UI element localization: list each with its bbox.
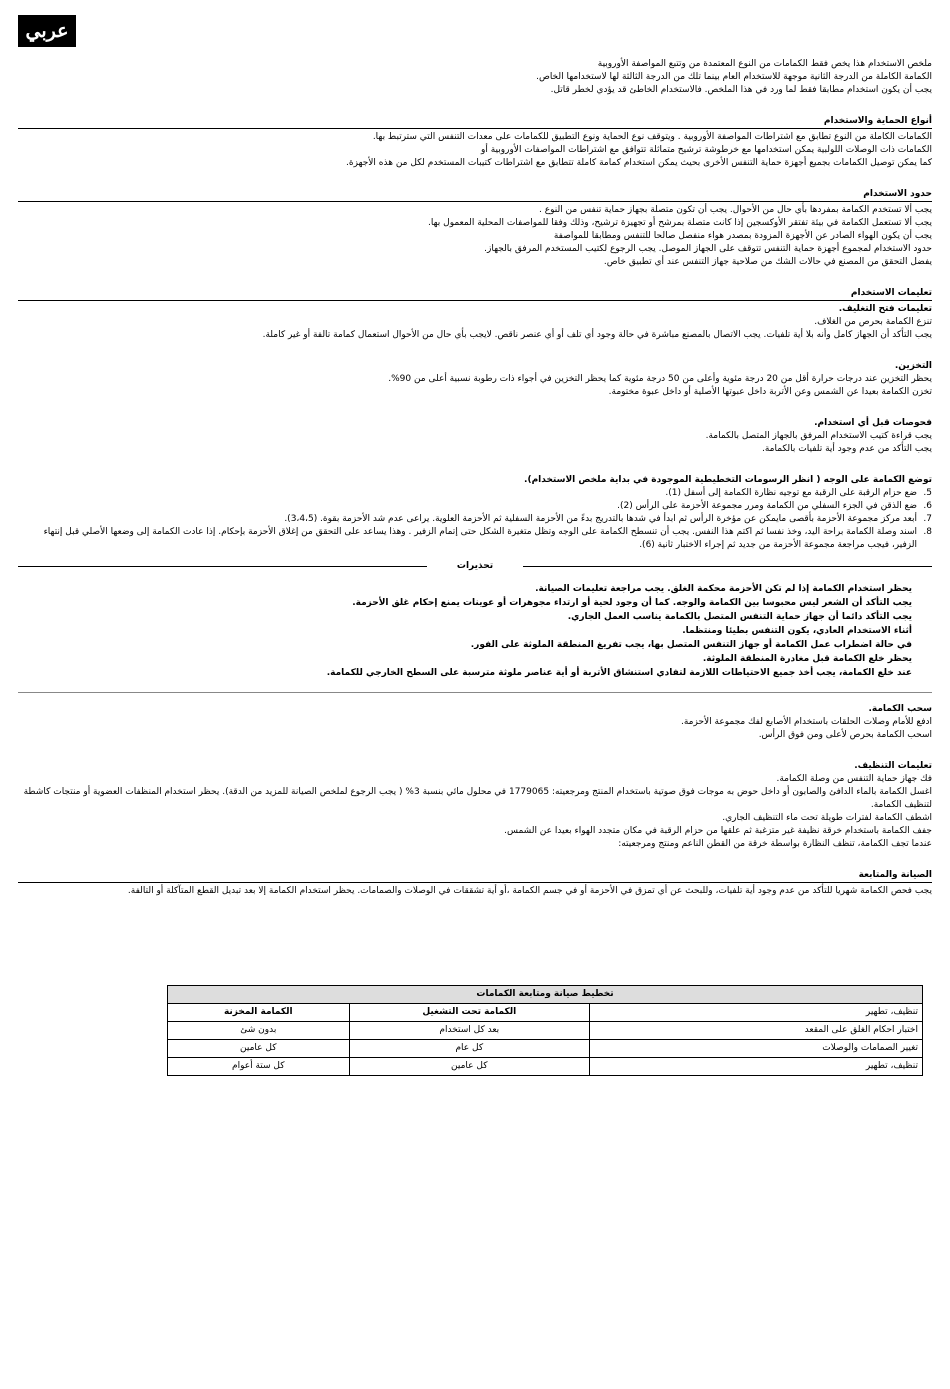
limits-section bbox=[18, 188, 932, 269]
cleaning-line: فك جهاز حماية التنفس من وصلة الكمامة. bbox=[776, 774, 932, 784]
warnings-rule bbox=[18, 566, 427, 567]
removal-section bbox=[18, 703, 932, 742]
summary-line: الكمامة الكاملة من الدرجة الثانية موجهة للاستخدام العام بينما تلك من الدرجة الثالثة لها لاستخدامها الخاص. bbox=[536, 72, 932, 82]
section-divider bbox=[18, 201, 932, 202]
table-cell: كل عامين bbox=[349, 1058, 589, 1076]
maintenance-title: الصيانة والمتابعة bbox=[858, 870, 932, 880]
cleaning-line: عندما تجف الكمامة، تنظف النظارة بواسطة خرقة من القطن الناعم ومنتج ومرجعيته: bbox=[618, 839, 932, 849]
section-divider bbox=[18, 882, 932, 883]
table-cell: كل ستة أعوام bbox=[168, 1058, 350, 1076]
storage-line: يحظر التخزين عند درجات حرارة أقل من 20 درجة مئوية وأعلى من 50 درجة مئوية كما يحظر التخزين في أجواء ذات رطوبة نسبية أعلى من 90%. bbox=[388, 374, 932, 384]
cleaning-section bbox=[18, 760, 932, 851]
warning-line: يجب التأكد أن الشعر ليس محبوسا بين الكمامة والوجه. كما أن وجود لحية أو ارتداء مجوهرات أو عوينات يمنع إحكام غلق الأحزمة. bbox=[352, 598, 912, 608]
warning-line: يحظر خلع الكمامة قبل مغادرة المنطقة الملوثة. bbox=[702, 654, 912, 664]
usage-summary-document bbox=[18, 58, 932, 898]
cleaning-line: جفف الكمامة باستخدام خرقة نظيفة غير متزغبة ثم علقها من حزام الرقبة في مكان متجدد الهواء بعيدا عن الشمس. bbox=[504, 826, 932, 836]
table-header-cell: الكمامة المخزنة bbox=[168, 1004, 350, 1022]
protection-section bbox=[18, 115, 932, 170]
removal-line: ادفع للأمام وصلات الحلقات باستخدام الأصابع لفك مجموعة الأحزمة. bbox=[680, 717, 932, 727]
limits-line: يجب ألا تستعمل الكمامة في بيئة تفتقر الأوكسجين إذا كانت متصلة بمرشح أو تجهيزة ترشيح، وذلك وفقا للمواصفات المحلية المعمول بها. bbox=[428, 218, 932, 228]
cleaning-line: اغسل الكمامة بالماء الدافئ والصابون أو داخل حوض به موجات فوق صوتية باستخدام المنتج ومرجعيته: 1779065 في محلول مائي بنسبة 3% ( يجب الرجوع لملخص الصيانة للمزيد من الدقة). يحظر استخدام المنظفات العضوية أو منتجات كاشطة لتنظيف الكمامة. bbox=[23, 787, 932, 810]
warning-line: يجب التأكد دائما أن جهاز حماية التنفس المتصل بالكمامة يناسب العمل الجاري. bbox=[567, 612, 912, 622]
maintenance-text: يجب فحص الكمامة شهريا للتأكد من عدم وجود أية تلفيات، وللبحث عن أي تمزق في الأحزمة أو في جسم الكمامة ،أو أية تشققات في الوصلات والصمامات. يحظر استخدام الكمامة إلا بعد تبديل القطع المتآكلة أو التالفة. bbox=[127, 886, 932, 896]
storage-title: التخزين. bbox=[894, 361, 932, 371]
warning-line: يحظر استخدام الكمامة إذا لم تكن الأحزمة محكمة الغلق. يجب مراجعة تعليمات الصيانة. bbox=[535, 584, 912, 594]
table-cell: اختبار احكام الغلق على المقعد bbox=[590, 1022, 923, 1040]
warning-line: أثناء الاستخدام العادي، يكون التنفس بطيئا ومنتظما. bbox=[682, 626, 912, 636]
table-cell: كل عام bbox=[349, 1040, 589, 1058]
section-divider bbox=[18, 300, 932, 301]
fitting-steps bbox=[18, 487, 932, 552]
maintenance-table bbox=[167, 985, 923, 1076]
limits-title: حدود الاستخدام bbox=[863, 189, 932, 199]
checks-title: فحوصات قبل أي استخدام. bbox=[814, 418, 932, 428]
instructions-section bbox=[18, 287, 932, 552]
warnings-list bbox=[18, 583, 932, 680]
summary-line: ملخص الاستخدام هذا يخص فقط الكمامات من النوع المعتمدة من وتتبع المواصفة الأوروبية bbox=[597, 59, 932, 69]
table-row bbox=[168, 1022, 923, 1040]
removal-line: اسحب الكمامة بحرص لأعلى ومن فوق الرأس. bbox=[758, 730, 932, 740]
unpacking-title: تعليمات فتح التغليف. bbox=[838, 304, 932, 314]
warning-line: في حالة اضطراب عمل الكمامة أو جهاز التنفس المتصل بها، يجب تفريغ المنطقة الملوثة على الفور. bbox=[470, 640, 912, 650]
protection-title: أنواع الحماية والاستخدام bbox=[823, 116, 932, 126]
section-divider bbox=[18, 128, 932, 129]
fitting-title: توضع الكمامة على الوجه ( انظر الرسومات التخطيطية الموجودة في بداية ملخص الاستخدام). bbox=[524, 475, 932, 485]
instructions-title: تعليمات الاستخدام bbox=[850, 288, 932, 298]
summary-section bbox=[18, 58, 932, 97]
summary-line: يجب أن يكون استخدام مطابقا فقط لما ورد في هذا الملخص. فالاستخدام الخاطئ قد يؤدي لخطر قاتل. bbox=[550, 85, 932, 95]
warnings-bottom-rule bbox=[18, 692, 932, 693]
fitting-step: 8. اسند وصلة الكمامة براحة اليد، وخذ نفسا ثم اكتم هذا النفس. يجب أن تنسطح الكمامة على الوجه وتظل متغيرة الشكل حتى إتمام الزفير . وهذا يساعد على التحقق من إغلاق الأحزمة بإحكام. إذا عادت الكمامة إلى وضعها الأصلي قبل إنتهاء الزفير، فيجب مراجعة مجموعة الأحزمة من جديد ثم إجراء الاختبار ثانية (6). bbox=[43, 527, 932, 550]
table-header-cell: الكمامة تحت التشغيل bbox=[349, 1004, 589, 1022]
table-cell: كل عامين bbox=[168, 1040, 350, 1058]
cleaning-line: اشطف الكمامة لفترات طويلة تحت ماء التنظيف الجاري. bbox=[722, 813, 932, 823]
fitting-step: 6. ضع الذقن في الجزء السفلي من الكمامة ومرر مجموعة الأحزمة على الرأس (2). bbox=[617, 501, 932, 511]
table-cell: بدون شئ bbox=[168, 1022, 350, 1040]
protection-line: الكمامات الكاملة من النوع تطابق مع اشتراطات المواصفة الأوروبية . ويتوقف نوع الحماية ونوع التطبيق للكمامات على معدات التنفس التي سترتبط بها. bbox=[372, 132, 932, 142]
table-header-cell: تنظيف، تطهير bbox=[590, 1004, 923, 1022]
warnings-title: تحذيرات bbox=[456, 561, 494, 571]
table-header-row bbox=[168, 1004, 923, 1022]
maintenance-section bbox=[18, 869, 932, 898]
table-cell: تنظيف، تطهير bbox=[590, 1058, 923, 1076]
table-row bbox=[168, 1058, 923, 1076]
limits-line: يجب أن يكون الهواء الصادر عن الأجهزة المزودة بمصدر هواء منفصل صالحا للتنفس ومطابقا للمواصفة bbox=[553, 231, 932, 241]
limits-line: يفضل التحقق من المصنع في حالات الشك من صلاحية جهاز التنفس عند أي تطبيق خاص. bbox=[603, 257, 932, 267]
limits-line: حدود الاستخدام لمجموع أجهزة حماية التنفس تتوقف على الجهاز الموصل. يجب الرجوع لكتيب المستخدم المرفق بالجهاز. bbox=[484, 244, 932, 254]
cleaning-title: تعليمات التنظيف. bbox=[854, 761, 932, 771]
protection-line: الكمامات ذات الوصلات اللولبية يمكن استخدامها مع خرطوشة ترشيح متماثلة تتوافق مع اشتراطات المواصفات الأوروبية أو bbox=[481, 145, 932, 155]
table-cell: تغيير الصمامات والوصلات bbox=[590, 1040, 923, 1058]
unpacking-line: يجب التأكد أن الجهاز كامل وأنه بلا أية تلفيات. يجب الاتصال بالمصنع مباشرة في حالة وجود أي تلف أو أي عنصر ناقص. لايجب بأي حال من الأحوال استعمال كمامة تالفة أو غير كاملة. bbox=[262, 330, 932, 340]
limits-line: يجب ألا تستخدم الكمامة بمفردها بأي حال من الأحوال. يجب أن تكون متصلة بجهاز حماية تنفس من النوع . bbox=[538, 205, 932, 215]
checks-line: يجب قراءة كتيب الاستخدام المرفق بالجهاز المتصل بالكمامة. bbox=[705, 431, 932, 441]
unpacking-line: تنزع الكمامة بحرص من الغلاف. bbox=[814, 317, 932, 327]
table-cell: بعد كل استخدام bbox=[349, 1022, 589, 1040]
warnings-header bbox=[18, 560, 932, 573]
checks-line: يجب التأكد من عدم وجود أية تلفيات بالكمامة. bbox=[761, 444, 932, 454]
protection-line: كما يمكن توصيل الكمامات بجميع أجهزة حماية التنفس الأخرى بحيث يمكن استخدام كمامة كاملة تتطابق مع اشتراطات كتيبات المستخدم لكل من هذه الأجهزة. bbox=[346, 158, 932, 168]
fitting-step: 7. أبعد مركز مجموعة الأحزمة بأقصى مايمكن عن مؤخرة الرأس ثم ابدأ في شدها بالتدريج بدءً من الأحزمة السفلية ثم الأحزمة العلوية. يراعى عدم شد الأحزمة بقوة. (3،4،5). bbox=[284, 514, 932, 524]
table-row bbox=[168, 1040, 923, 1058]
fitting-step: 5. ضع حزام الرقبة على الرقبة مع توجيه نظارة الكمامة إلى أسفل (1). bbox=[665, 488, 932, 498]
language-badge: عربي bbox=[18, 15, 76, 47]
maintenance-table-caption: تخطيط صيانة ومتابعة الكمامات bbox=[168, 986, 923, 1004]
removal-title: سحب الكمامة. bbox=[868, 704, 932, 714]
warning-line: عند خلع الكمامة، يجب أخذ جميع الاحتياطات اللازمة لتفادي استنشاق الأتربة أو أية عناصر ملوثة مترسبة على السطح الخارجي للكمامة. bbox=[326, 668, 912, 678]
warnings-rule bbox=[523, 566, 932, 567]
storage-line: تخزن الكمامة بعيدا عن الشمس وعن الأتربة داخل عبوتها الأصلية أو داخل عبوة مختومة. bbox=[608, 387, 932, 397]
